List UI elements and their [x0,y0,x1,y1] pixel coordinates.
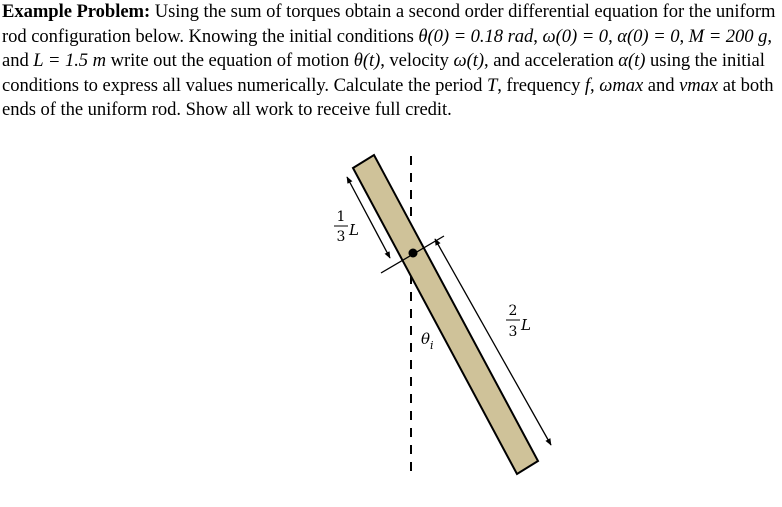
problem-text-8: , [590,74,600,96]
separator: , [608,25,618,47]
problem-text-10: at both ends of the uniform rod. Show all work to receive full credit. [2,74,774,121]
problem-text-4: , velocity [380,50,454,72]
problem-text-2: , and [2,25,772,72]
length-symbol-top: L [349,221,359,239]
equation-theta: θ(t) [353,50,381,72]
fraction-denominator-bottom: 3 [508,324,518,340]
angle-theta-symbol: θ [421,330,431,348]
problem-heading: Example Problem: [2,1,151,22]
fraction-numerator-top: 1 [336,209,346,225]
length-value: L = 1.5 m [33,50,107,72]
fraction-denominator-top: 3 [336,229,346,245]
problem-text-6: using the initial conditions to express all values numerically. Calculate the period [2,50,765,96]
pivot-point [409,249,418,258]
mass-value: M = 200 g [688,25,768,47]
fraction-numerator-bottom: 2 [508,303,518,319]
problem-text-7: , frequency [497,74,585,96]
equation-alpha: α(t) [618,50,646,72]
separator: , [679,25,689,47]
initial-alpha: α(0) = 0 [617,25,680,47]
symbol-v-max: vmax [679,74,719,96]
equation-omega: ω(t) [453,50,484,72]
angle-subscript: i [430,339,434,352]
symbol-period: T [486,74,498,96]
symbol-frequency: f [584,74,591,96]
separator: , [533,25,543,47]
symbol-omega-max: ωmax [599,74,644,96]
problem-text-1: Using the sum of torques obtain a second order differential equation for the uniform rod configuration below. Knowing the initial conditions [2,1,776,47]
initial-theta: θ(0) = 0.18 rad [418,25,534,47]
problem-text-3: write out the equation of motion [106,50,354,72]
problem-text-9: and [643,74,680,96]
length-symbol-bottom: L [521,316,531,334]
initial-omega: ω(0) = 0 [542,25,609,47]
problem-text-5: , and acceleration [484,50,619,72]
